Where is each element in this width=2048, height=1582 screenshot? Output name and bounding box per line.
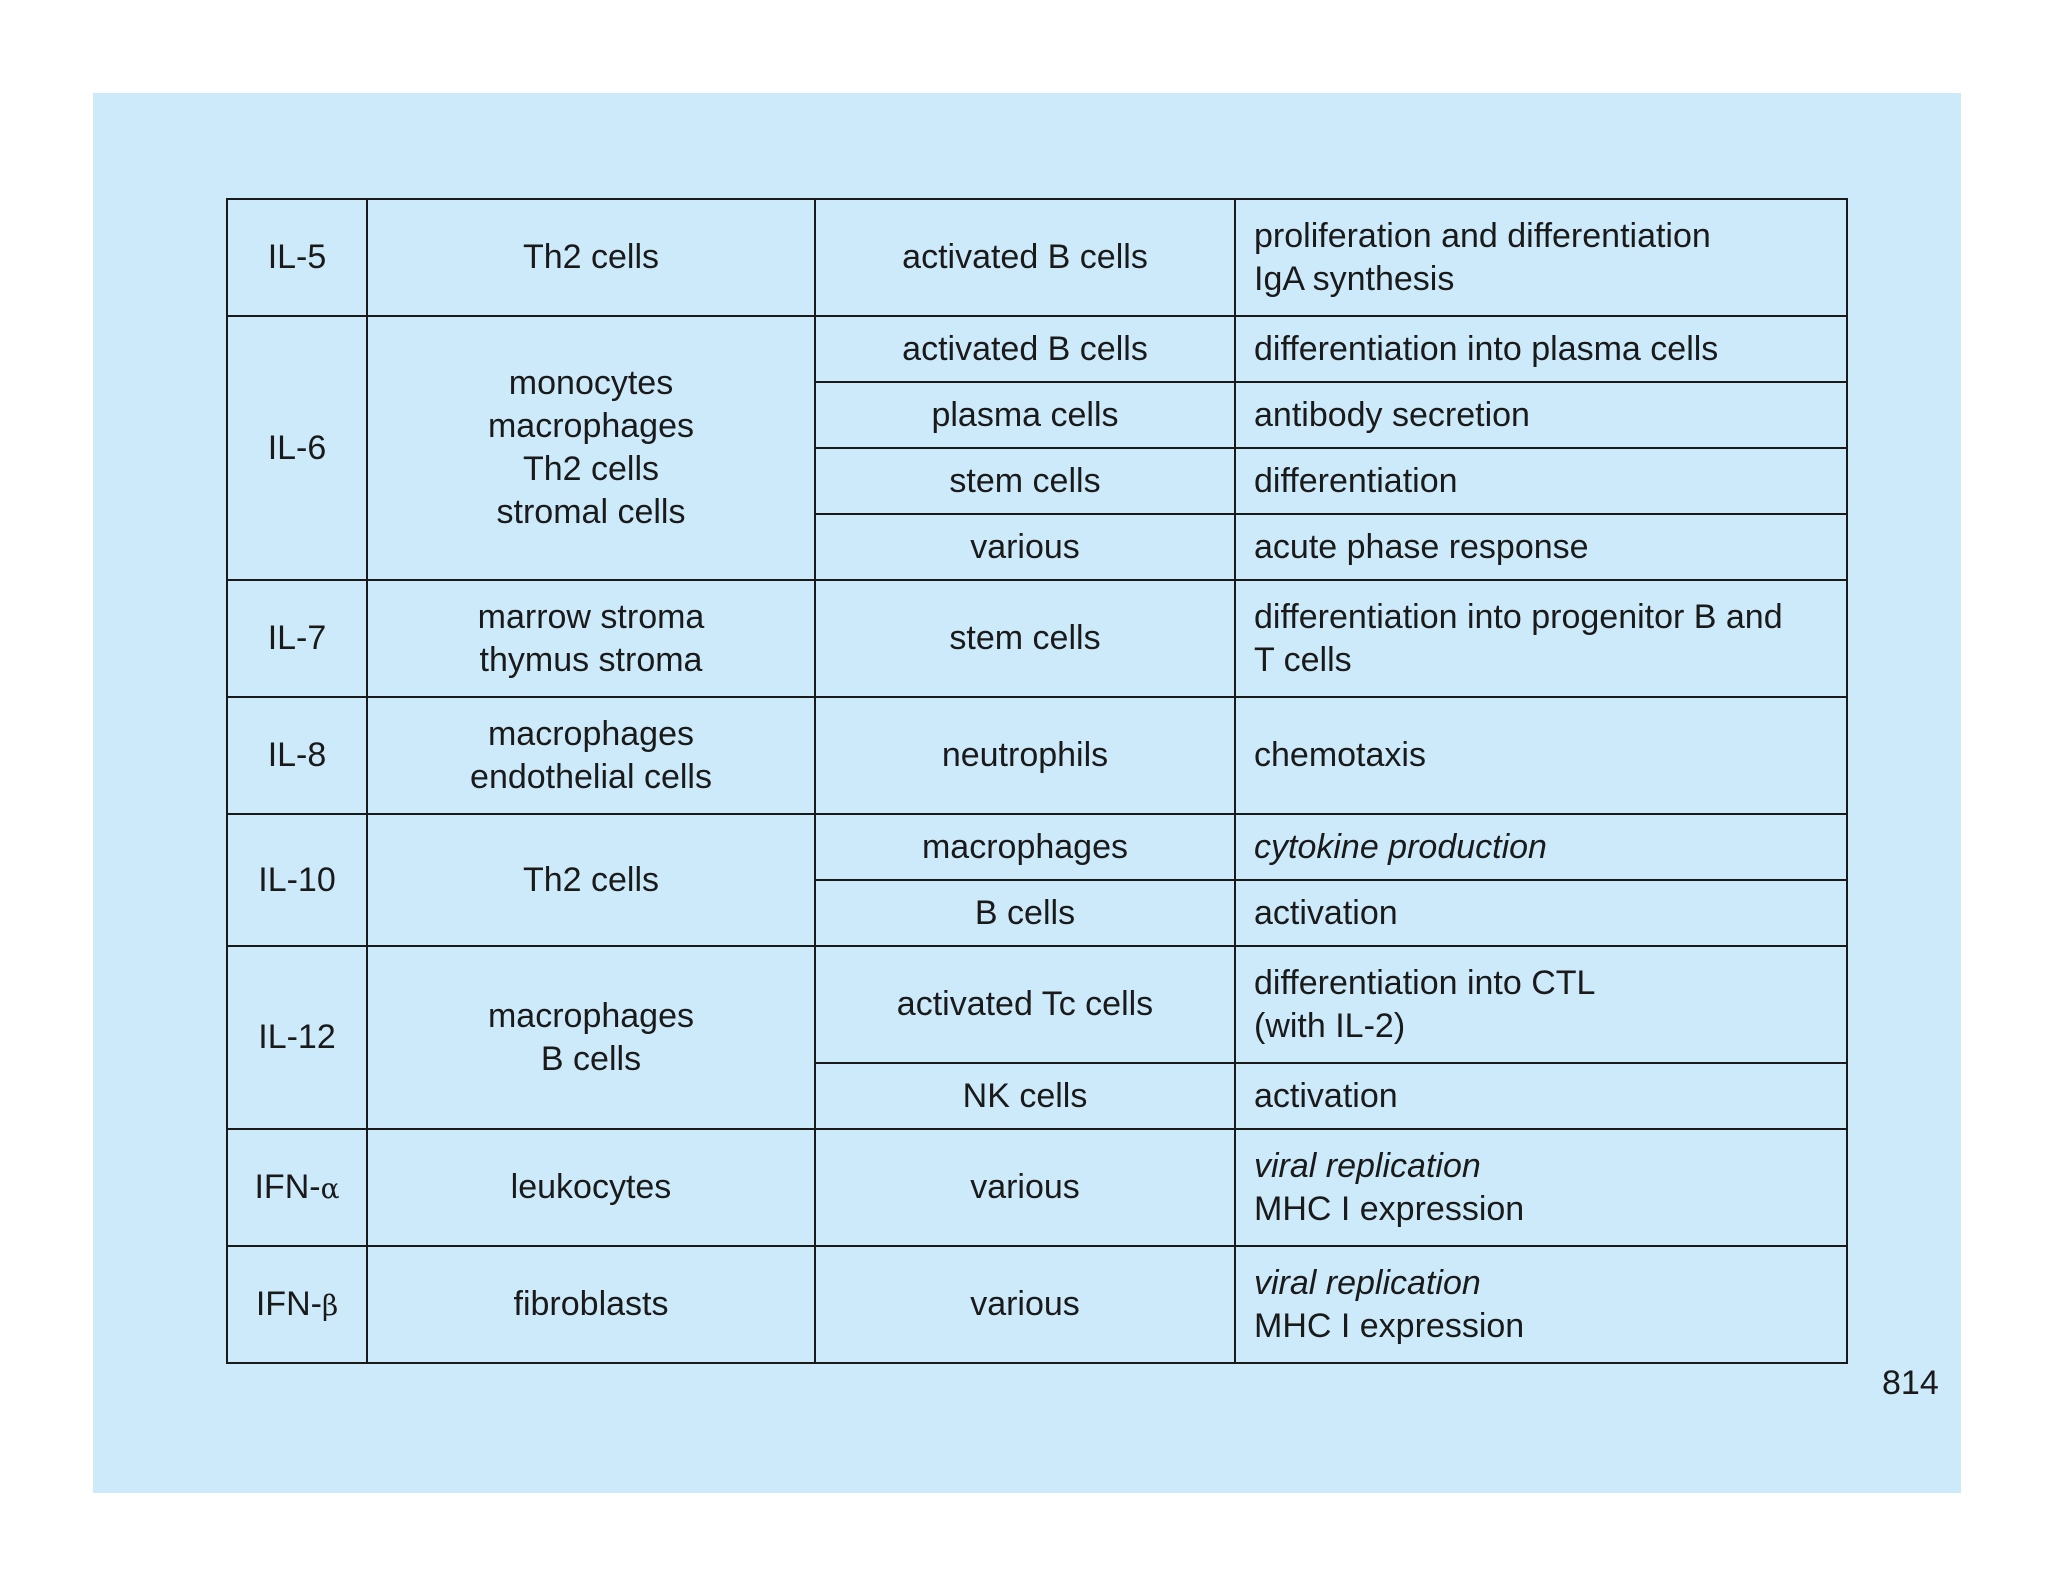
source-cell: monocytes macrophages Th2 cells stromal cells (367, 316, 815, 580)
target-cell: neutrophils (815, 697, 1235, 814)
page-number: 814 (1882, 1364, 1939, 1402)
table-row-ifn-alpha (227, 1129, 1847, 1246)
target-cell: stem cells (815, 448, 1235, 514)
effect-cell: chemotaxis (1235, 697, 1847, 814)
target-cell: various (815, 1246, 1235, 1363)
table-row-il8 (227, 697, 1847, 814)
table-row-il6 (227, 316, 1847, 382)
target-cell: activated Tc cells (815, 946, 1235, 1063)
table-row-ifn-beta (227, 1246, 1847, 1363)
table-row-il10 (227, 814, 1847, 880)
cytokine-cell: IL-12 (227, 946, 367, 1129)
effect-cell: differentiation into CTL (with IL-2) (1235, 946, 1847, 1063)
source-cell: marrow stroma thymus stroma (367, 580, 815, 697)
source-cell: leukocytes (367, 1129, 815, 1246)
effect-cell: proliferation and differentiation IgA synthesis (1235, 199, 1847, 316)
target-cell: activated B cells (815, 316, 1235, 382)
table-row-il12 (227, 946, 1847, 1063)
target-cell: B cells (815, 880, 1235, 946)
cytokine-cell: IL-7 (227, 580, 367, 697)
cytokine-cell: IL-10 (227, 814, 367, 946)
effect-cell: differentiation into plasma cells (1235, 316, 1847, 382)
effect-cell: viral replication MHC I expression (1235, 1129, 1847, 1246)
cytokine-cell: IL-6 (227, 316, 367, 580)
source-cell: fibroblasts (367, 1246, 815, 1363)
effect-cell: differentiation (1235, 448, 1847, 514)
effect-cell: cytokine production (1235, 814, 1847, 880)
cytokine-cell: IFN-α (227, 1129, 367, 1246)
effect-cell: acute phase response (1235, 514, 1847, 580)
source-cell: macrophages endothelial cells (367, 697, 815, 814)
target-cell: NK cells (815, 1063, 1235, 1129)
effect-cell: activation (1235, 880, 1847, 946)
source-cell: Th2 cells (367, 814, 815, 946)
target-cell: activated B cells (815, 199, 1235, 316)
greek-alpha: α (320, 1171, 340, 1205)
cytokine-cell: IFN-β (227, 1246, 367, 1363)
effect-cell: antibody secretion (1235, 382, 1847, 448)
cytokine-table (226, 198, 1848, 1364)
effect-cell: differentiation into progenitor B and T cells (1235, 580, 1847, 697)
source-cell: Th2 cells (367, 199, 815, 316)
table-row-il5 (227, 199, 1847, 316)
effect-cell: viral replication MHC I expression (1235, 1246, 1847, 1363)
table-row-il7 (227, 580, 1847, 697)
target-cell: various (815, 1129, 1235, 1246)
cytokine-cell: IL-5 (227, 199, 367, 316)
source-cell: macrophages B cells (367, 946, 815, 1129)
target-cell: various (815, 514, 1235, 580)
cytokine-cell: IL-8 (227, 697, 367, 814)
greek-beta: β (321, 1288, 339, 1322)
target-cell: macrophages (815, 814, 1235, 880)
effect-cell: activation (1235, 1063, 1847, 1129)
target-cell: plasma cells (815, 382, 1235, 448)
target-cell: stem cells (815, 580, 1235, 697)
